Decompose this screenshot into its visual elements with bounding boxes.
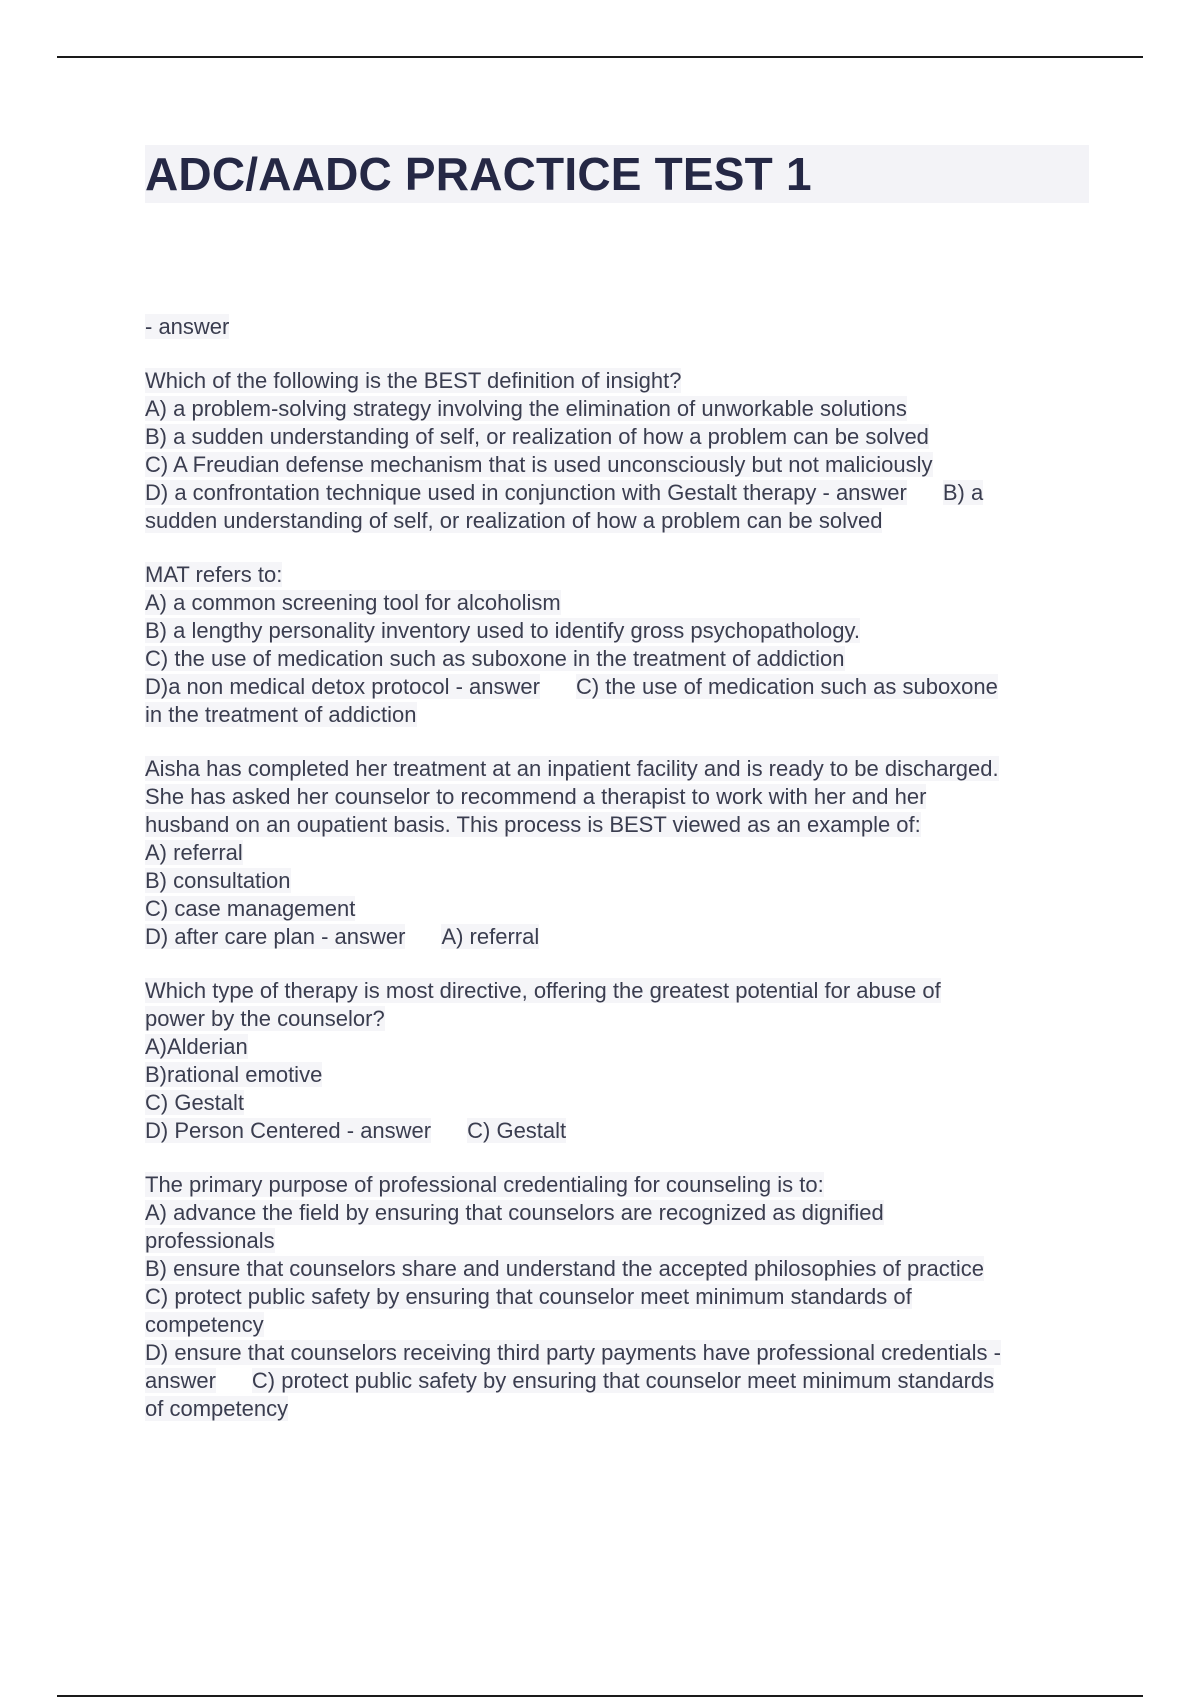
line-text: competency	[145, 1312, 264, 1337]
question-option-line	[145, 423, 1105, 451]
question-block	[145, 977, 1105, 1145]
question-option-line	[145, 589, 1105, 617]
question-option-line	[145, 451, 1105, 479]
question-option-line	[145, 1283, 1105, 1311]
question-option-line	[145, 1061, 1105, 1089]
line-text: MAT refers to:	[145, 562, 283, 587]
line-text: husband on an oupatient basis. This process is BEST viewed as an example of:	[145, 812, 921, 837]
answer-text: A) referral	[441, 924, 540, 949]
question-option-line	[145, 1339, 1105, 1367]
answer-text: C) protect public safety by ensuring that counselor meet minimum standards	[251, 1368, 995, 1393]
question-option-line	[145, 1005, 1105, 1033]
question-block	[145, 367, 1105, 535]
line-text: C) protect public safety by ensuring that counselor meet minimum standards of	[145, 1284, 912, 1309]
question-option-line	[145, 895, 1105, 923]
bottom-rule	[57, 1695, 1143, 1697]
question-block	[145, 561, 1105, 729]
line-text: B) ensure that counselors share and understand the accepted philosophies of practice	[145, 1256, 984, 1281]
answer-continuation-line	[145, 1395, 1105, 1423]
question-option-line	[145, 1089, 1105, 1117]
question-stem-line	[145, 1171, 1105, 1199]
line-text: C) A Freudian defense mechanism that is used unconsciously but not maliciously	[145, 452, 933, 477]
question-block	[145, 1171, 1105, 1423]
question-stem-line	[145, 755, 1105, 783]
top-rule	[57, 56, 1143, 58]
line-text: power by the counselor?	[145, 1006, 385, 1031]
question-stem-line	[145, 561, 1105, 589]
line-text: She has asked her counselor to recommend a therapist to work with her and her	[145, 784, 927, 809]
line-text: D) ensure that counselors receiving third party payments have professional credentials -	[145, 1340, 1001, 1365]
question-option-line	[145, 1199, 1105, 1227]
answer-text: C) the use of medication such as suboxone	[575, 674, 998, 699]
line-text: B) a sudden understanding of self, or realization of how a problem can be solved	[145, 424, 929, 449]
line-text: B)rational emotive	[145, 1062, 323, 1087]
answer-continuation-line	[145, 701, 1105, 729]
answer-line	[145, 479, 1105, 507]
line-text: The primary purpose of professional credentialing for counseling is to:	[145, 1172, 824, 1197]
question-option-line	[145, 645, 1105, 673]
question-option-line	[145, 395, 1105, 423]
answer-label: D)a non medical detox protocol - answer	[145, 674, 540, 699]
answer-line	[145, 673, 1105, 701]
line-text: C) Gestalt	[145, 1090, 245, 1115]
line-text: A) referral	[145, 840, 243, 865]
line-text: C) the use of medication such as suboxone in the treatment of addiction	[145, 646, 845, 671]
lead-text-span: - answer	[145, 314, 230, 339]
answer-line	[145, 1367, 1105, 1395]
answer-label: answer	[145, 1368, 216, 1393]
question-option-line	[145, 1227, 1105, 1255]
question-option-line	[145, 783, 1105, 811]
question-option-line	[145, 1311, 1105, 1339]
answer-continuation-line	[145, 507, 1105, 535]
line-text: A) a problem-solving strategy involving the elimination of unworkable solutions	[145, 396, 907, 421]
line-text: of competency	[145, 1396, 289, 1421]
question-list	[145, 367, 1105, 1423]
answer-text: B) a	[942, 480, 984, 505]
document-body	[145, 313, 1105, 1449]
question-option-line	[145, 839, 1105, 867]
question-stem-line	[145, 367, 1105, 395]
question-option-line	[145, 617, 1105, 645]
line-text: sudden understanding of self, or realization of how a problem can be solved	[145, 508, 883, 533]
line-text: A) advance the field by ensuring that counselors are recognized as dignified	[145, 1200, 884, 1225]
answer-label: D) a confrontation technique used in conjunction with Gestalt therapy - answer	[145, 480, 907, 505]
answer-text: C) Gestalt	[467, 1118, 567, 1143]
answer-line	[145, 923, 1105, 951]
line-text: in the treatment of addiction	[145, 702, 417, 727]
line-text: B) consultation	[145, 868, 291, 893]
line-text: Aisha has completed her treatment at an inpatient facility and is ready to be discharged.	[145, 756, 999, 781]
line-text: Which of the following is the BEST definition of insight?	[145, 368, 682, 393]
question-option-line	[145, 1255, 1105, 1283]
line-text: professionals	[145, 1228, 275, 1253]
line-text: A)Alderian	[145, 1034, 248, 1059]
answer-label: D) Person Centered - answer	[145, 1118, 432, 1143]
question-option-line	[145, 811, 1105, 839]
line-text: A) a common screening tool for alcoholism	[145, 590, 561, 615]
answer-label: D) after care plan - answer	[145, 924, 406, 949]
question-option-line	[145, 867, 1105, 895]
line-text: B) a lengthy personality inventory used to identify gross psychopathology.	[145, 618, 860, 643]
answer-line	[145, 1117, 1105, 1145]
line-text: Which type of therapy is most directive, offering the greatest potential for abuse of	[145, 978, 941, 1003]
question-stem-line	[145, 977, 1105, 1005]
page-title: ADC/AADC PRACTICE TEST 1	[145, 148, 812, 200]
question-option-line	[145, 1033, 1105, 1061]
line-text: C) case management	[145, 896, 356, 921]
question-block	[145, 755, 1105, 951]
lead-text	[145, 313, 1105, 341]
